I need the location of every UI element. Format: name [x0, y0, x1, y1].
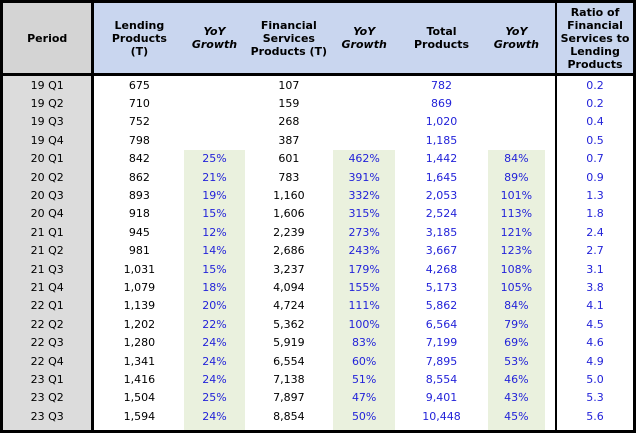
cell-financial-yoy-growth: 273% — [333, 223, 395, 241]
cell-financial-yoy-growth — [333, 131, 395, 149]
cell-financial-services-products: 6,554 — [273, 354, 305, 368]
cell-spacer — [545, 315, 556, 333]
table-row — [2, 260, 635, 278]
cell-ratio — [556, 425, 634, 431]
cell-period: 22 Q1 — [2, 297, 93, 315]
cell-lending-products: 893 — [128, 189, 150, 203]
cell-financial-yoy-growth: 179% — [333, 260, 395, 278]
cell-total-products: 1,185 — [425, 133, 458, 147]
cell-period: 21 Q3 — [2, 260, 93, 278]
cell-financial-services-products: 5,919 — [273, 336, 305, 350]
table-row — [2, 370, 635, 388]
cell-spacer — [545, 75, 556, 95]
cell-total-yoy-growth — [488, 425, 545, 431]
cell-lending-products: 1,504 — [123, 391, 156, 405]
table-row — [2, 389, 635, 407]
cell-financial-yoy-growth: 391% — [333, 168, 395, 186]
cell-ratio: 4.5 — [556, 315, 634, 333]
cell-period: 20 Q2 — [2, 168, 93, 186]
cell-total-yoy-growth: 121% — [488, 223, 545, 241]
cell-total-products — [395, 425, 487, 431]
cell-lending-products: 1,416 — [123, 372, 156, 386]
cell-ratio: 4.6 — [556, 333, 634, 351]
cell-ratio: 0.4 — [556, 113, 634, 131]
cell-total-yoy-growth — [488, 131, 545, 149]
cell-lending-products: 798 — [128, 133, 150, 147]
cell-total-yoy-growth — [488, 113, 545, 131]
cell-spacer — [545, 150, 556, 168]
cell-spacer — [545, 168, 556, 186]
cell-lending-products: 1,341 — [123, 354, 156, 368]
col-header-financial-services-products: Financial Services Products (T) — [245, 2, 333, 75]
cell-financial-services-products: 4,094 — [273, 280, 305, 294]
cell-financial-services-products: 1,160 — [273, 189, 305, 203]
cell-total-products: 3,185 — [425, 225, 458, 239]
cell-period: 19 Q4 — [2, 131, 93, 149]
cell-lending-yoy-growth: 24% — [184, 352, 244, 370]
cell-lending-yoy-growth — [184, 75, 244, 95]
cell-lending-products: 981 — [128, 244, 150, 258]
table-row — [2, 75, 635, 95]
cell-total-yoy-growth: 43% — [488, 389, 545, 407]
table-row — [2, 94, 635, 112]
cell-total-products: 1,442 — [425, 152, 458, 166]
cell-lending-products: 1,202 — [123, 317, 156, 331]
cell-total-yoy-growth: 84% — [488, 297, 545, 315]
cell-total-yoy-growth — [488, 94, 545, 112]
table-row — [2, 150, 635, 168]
cell-ratio: 3.1 — [556, 260, 634, 278]
cell-financial-yoy-growth: 100% — [333, 315, 395, 333]
cell-financial-yoy-growth — [333, 75, 395, 95]
cell-period: 19 Q3 — [2, 113, 93, 131]
cell-lending-yoy-growth: 15% — [184, 205, 244, 223]
cell-spacer — [545, 425, 556, 431]
cell-lending-yoy-growth: 25% — [184, 150, 244, 168]
cell-spacer — [545, 297, 556, 315]
table-row — [2, 205, 635, 223]
cell-ratio: 0.2 — [556, 94, 634, 112]
cell-total-products: 7,199 — [425, 336, 458, 350]
cell-lending-yoy-growth: 19% — [184, 186, 244, 204]
col-header-ratio: Ratio of Financial Services to Lending Products — [556, 2, 634, 75]
cell-lending-yoy-growth — [184, 425, 244, 431]
cell-lending-products: 1,139 — [123, 299, 156, 313]
cell-total-products: 5,862 — [425, 299, 458, 313]
cell-total-products: 10,448 — [422, 409, 461, 423]
table-row — [2, 297, 635, 315]
cell-ratio: 0.7 — [556, 150, 634, 168]
cell-total-products: 2,524 — [425, 207, 458, 221]
cell-financial-yoy-growth: 60% — [333, 352, 395, 370]
cell-ratio: 0.5 — [556, 131, 634, 149]
cell-period: 21 Q2 — [2, 242, 93, 260]
table-row — [2, 352, 635, 370]
cell-period: 20 Q1 — [2, 150, 93, 168]
cell-total-yoy-growth: 45% — [488, 407, 545, 425]
cell-lending-yoy-growth — [184, 94, 244, 112]
cell-period: 22 Q4 — [2, 352, 93, 370]
cell-spacer — [545, 370, 556, 388]
col-header-total-products: Total Products — [395, 2, 487, 75]
col-header-lending-products: Lending Products (T) — [93, 2, 184, 75]
cell-ratio: 4.1 — [556, 297, 634, 315]
cell-financial-yoy-growth: 50% — [333, 407, 395, 425]
cell-period: 23 Q3 — [2, 407, 93, 425]
cell-ratio: 5.0 — [556, 370, 634, 388]
cell-financial-services-products: 107 — [278, 78, 300, 92]
cell-financial-services-products: 783 — [278, 170, 300, 184]
cell-total-yoy-growth: 105% — [488, 278, 545, 296]
table-row — [2, 186, 635, 204]
cell-total-products: 4,268 — [425, 262, 458, 276]
table-row — [2, 113, 635, 131]
cell-period: 19 Q1 — [2, 75, 93, 95]
cell-ratio: 5.3 — [556, 389, 634, 407]
cell-ratio: 5.6 — [556, 407, 634, 425]
cell-financial-yoy-growth: 51% — [333, 370, 395, 388]
cell-ratio: 2.4 — [556, 223, 634, 241]
cell-total-yoy-growth — [488, 75, 545, 95]
table-row — [2, 168, 635, 186]
cell-spacer — [545, 186, 556, 204]
cell-ratio: 1.8 — [556, 205, 634, 223]
cell-period: 23 Q2 — [2, 389, 93, 407]
cell-lending-yoy-growth — [184, 113, 244, 131]
cell-ratio: 3.8 — [556, 278, 634, 296]
cell-total-yoy-growth: 46% — [488, 370, 545, 388]
cell-total-yoy-growth: 113% — [488, 205, 545, 223]
cell-financial-services-products: 387 — [278, 133, 300, 147]
cell-financial-services-products: 2,239 — [273, 225, 305, 239]
cell-financial-yoy-growth: 462% — [333, 150, 395, 168]
cell-financial-yoy-growth: 332% — [333, 186, 395, 204]
table-row — [2, 278, 635, 296]
cell-financial-yoy-growth — [333, 113, 395, 131]
cell-financial-services-products: 601 — [278, 152, 300, 166]
cell-spacer — [545, 113, 556, 131]
cell-period: 20 Q3 — [2, 186, 93, 204]
cell-lending-products: 862 — [128, 170, 150, 184]
cell-total-yoy-growth: 53% — [488, 352, 545, 370]
cell-lending-yoy-growth: 24% — [184, 407, 244, 425]
cell-financial-services-products: 7,138 — [273, 372, 305, 386]
cell-financial-services-products: 7,897 — [273, 391, 305, 405]
cell-period: 19 Q2 — [2, 94, 93, 112]
table-filler-row — [2, 425, 635, 431]
cell-lending-products: 945 — [128, 225, 150, 239]
cell-period: 21 Q4 — [2, 278, 93, 296]
cell-total-yoy-growth: 123% — [488, 242, 545, 260]
cell-ratio: 1.3 — [556, 186, 634, 204]
cell-total-products: 2,053 — [425, 189, 458, 203]
cell-lending-products: 1,079 — [123, 280, 156, 294]
cell-total-products: 1,645 — [425, 170, 458, 184]
cell-total-yoy-growth: 69% — [488, 333, 545, 351]
cell-total-products: 6,564 — [425, 317, 458, 331]
cell-ratio: 4.9 — [556, 352, 634, 370]
cell-spacer — [545, 205, 556, 223]
cell-lending-products: 918 — [128, 207, 150, 221]
cell-total-yoy-growth: 108% — [488, 260, 545, 278]
table-body — [2, 75, 635, 432]
cell-lending-products: 675 — [128, 78, 150, 92]
cell-financial-yoy-growth: 243% — [333, 242, 395, 260]
cell-lending-products — [93, 425, 184, 431]
cell-period: 22 Q3 — [2, 333, 93, 351]
cell-financial-services-products: 4,724 — [273, 299, 305, 313]
table-row — [2, 223, 635, 241]
cell-financial-services-products: 268 — [278, 115, 300, 129]
cell-ratio: 0.2 — [556, 75, 634, 95]
cell-lending-yoy-growth: 18% — [184, 278, 244, 296]
cell-lending-products: 1,031 — [123, 262, 156, 276]
cell-lending-yoy-growth: 25% — [184, 389, 244, 407]
cell-total-yoy-growth: 84% — [488, 150, 545, 168]
header-row — [2, 2, 635, 75]
cell-total-products: 5,173 — [425, 280, 458, 294]
cell-spacer — [545, 131, 556, 149]
cell-lending-yoy-growth: 20% — [184, 297, 244, 315]
cell-total-products: 9,401 — [425, 391, 458, 405]
header-spacer — [545, 2, 556, 75]
cell-period: 23 Q1 — [2, 370, 93, 388]
cell-spacer — [545, 260, 556, 278]
cell-financial-yoy-growth: 315% — [333, 205, 395, 223]
cell-period: 20 Q4 — [2, 205, 93, 223]
cell-financial-services-products: 159 — [278, 97, 300, 111]
cell-period: 21 Q1 — [2, 223, 93, 241]
cell-financial-yoy-growth: 83% — [333, 333, 395, 351]
table-header — [2, 2, 635, 75]
cell-lending-yoy-growth: 12% — [184, 223, 244, 241]
cell-lending-products: 752 — [128, 115, 150, 129]
cell-financial-yoy-growth: 111% — [333, 297, 395, 315]
cell-lending-products: 710 — [128, 97, 150, 111]
table-row — [2, 407, 635, 425]
cell-total-products: 1,020 — [425, 115, 458, 129]
cell-ratio: 2.7 — [556, 242, 634, 260]
cell-lending-yoy-growth: 24% — [184, 370, 244, 388]
cell-spacer — [545, 333, 556, 351]
cell-total-products: 869 — [431, 97, 453, 111]
cell-financial-yoy-growth: 155% — [333, 278, 395, 296]
cell-lending-yoy-growth: 21% — [184, 168, 244, 186]
cell-spacer — [545, 223, 556, 241]
cell-lending-products: 1,594 — [123, 409, 156, 423]
cell-total-products: 8,554 — [425, 372, 458, 386]
cell-financial-services-products — [245, 425, 333, 431]
cell-total-products: 7,895 — [425, 354, 458, 368]
cell-lending-yoy-growth: 15% — [184, 260, 244, 278]
cell-spacer — [545, 352, 556, 370]
cell-lending-yoy-growth: 22% — [184, 315, 244, 333]
table-row — [2, 315, 635, 333]
cell-spacer — [545, 278, 556, 296]
cell-total-yoy-growth: 79% — [488, 315, 545, 333]
cell-lending-yoy-growth: 24% — [184, 333, 244, 351]
cell-lending-yoy-growth — [184, 131, 244, 149]
cell-financial-services-products: 3,237 — [273, 262, 305, 276]
cell-total-yoy-growth: 89% — [488, 168, 545, 186]
table-row — [2, 333, 635, 351]
cell-period — [2, 425, 93, 431]
cell-lending-yoy-growth: 14% — [184, 242, 244, 260]
cell-financial-yoy-growth — [333, 94, 395, 112]
cell-period: 22 Q2 — [2, 315, 93, 333]
col-header-lending-yoy-growth: YoY Growth — [184, 2, 244, 75]
cell-total-yoy-growth: 101% — [488, 186, 545, 204]
cell-financial-services-products: 8,854 — [273, 409, 305, 423]
cell-spacer — [545, 242, 556, 260]
cell-financial-services-products: 1,606 — [273, 207, 305, 221]
table-row — [2, 242, 635, 260]
cell-lending-products: 1,280 — [123, 336, 156, 350]
col-header-period: Period — [2, 2, 93, 75]
col-header-financial-yoy-growth: YoY Growth — [333, 2, 395, 75]
cell-financial-yoy-growth — [333, 425, 395, 431]
cell-spacer — [545, 407, 556, 425]
cell-spacer — [545, 389, 556, 407]
cell-financial-services-products: 2,686 — [273, 244, 305, 258]
cell-financial-services-products: 5,362 — [273, 317, 305, 331]
cell-total-products: 3,667 — [425, 244, 458, 258]
cell-spacer — [545, 94, 556, 112]
cell-ratio: 0.9 — [556, 168, 634, 186]
cell-financial-yoy-growth: 47% — [333, 389, 395, 407]
table-row — [2, 131, 635, 149]
cell-total-products: 782 — [431, 78, 453, 92]
cell-lending-products: 842 — [128, 152, 150, 166]
col-header-total-yoy-growth: YoY Growth — [488, 2, 545, 75]
